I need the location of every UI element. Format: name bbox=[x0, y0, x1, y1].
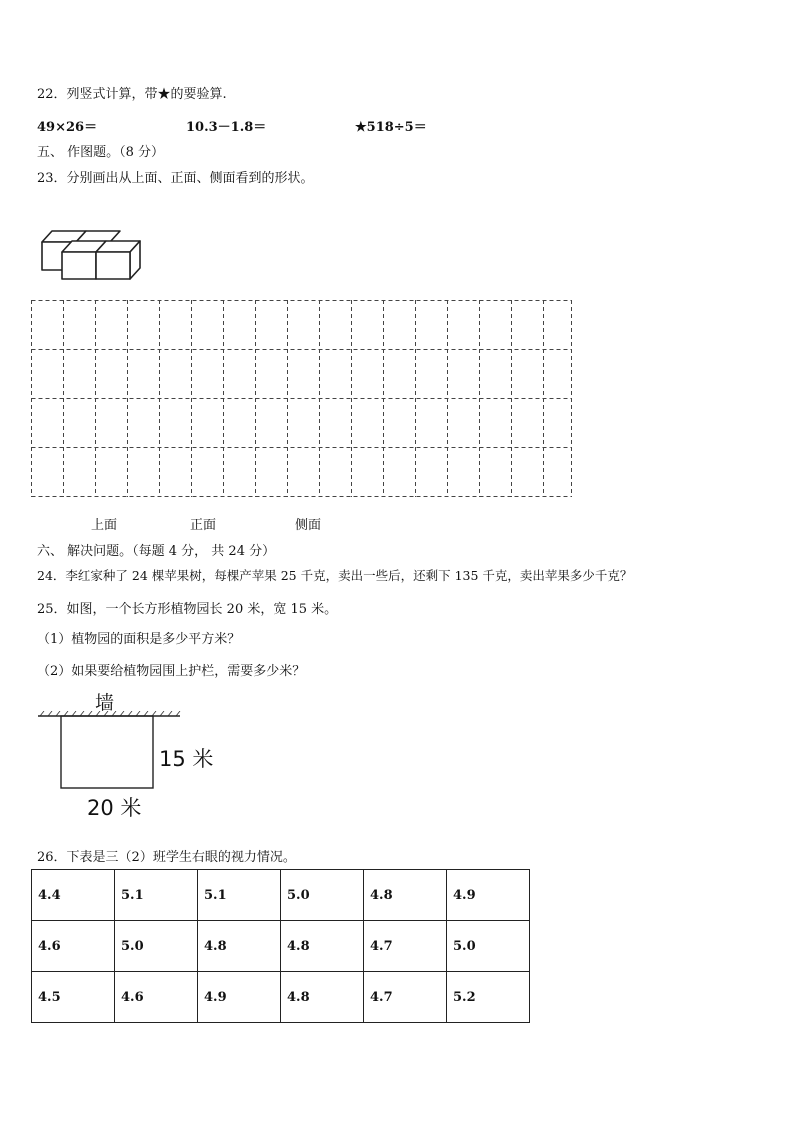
q25-subquestion-1: （1）植物园的面积是多少平方米？ bbox=[37, 632, 241, 647]
q25-title: 25．如图，一个长方形植物园长 20 米，宽 15 米。 bbox=[37, 602, 338, 617]
q25-subquestion-2: （2）如果要给植物园围上护栏，需要多少米？ bbox=[37, 664, 306, 679]
cube-solid-figure bbox=[38, 228, 144, 282]
table-cell: 5.0 bbox=[115, 921, 198, 972]
garden-length-label: 20 米 bbox=[87, 796, 142, 820]
table-cell: 4.9 bbox=[198, 972, 281, 1023]
table-cell: 4.6 bbox=[32, 921, 115, 972]
table-cell: 5.0 bbox=[447, 921, 530, 972]
table-row bbox=[32, 870, 530, 921]
section5-heading: 五、 作图题。（8 分） bbox=[37, 145, 165, 160]
wall-label: 墙 bbox=[95, 692, 115, 714]
dotted-drawing-grid bbox=[31, 300, 572, 497]
table-cell: 4.5 bbox=[32, 972, 115, 1023]
view-label-front: 正面 bbox=[190, 518, 217, 533]
q22-title: 22．列竖式计算，带★的要验算. bbox=[37, 87, 227, 102]
table-cell: 5.1 bbox=[198, 870, 281, 921]
q24-text: 24．李红家种了 24 棵苹果树，每棵产苹果 25 千克，卖出一些后，还剩下 135 千克，卖出苹果多少千克？ bbox=[37, 568, 633, 583]
table-cell: 4.8 bbox=[198, 921, 281, 972]
vision-data-table bbox=[31, 869, 530, 1023]
table-cell: 5.1 bbox=[115, 870, 198, 921]
table-row bbox=[32, 972, 530, 1023]
table-cell: 4.4 bbox=[32, 870, 115, 921]
table-row bbox=[32, 921, 530, 972]
q22-expression-1: 49×26＝ bbox=[37, 120, 98, 135]
view-label-top: 上面 bbox=[91, 518, 118, 533]
q26-title: 26．下表是三（2）班学生右眼的视力情况。 bbox=[37, 850, 296, 865]
table-cell: 4.8 bbox=[364, 870, 447, 921]
q22-expression-3: ★518÷5＝ bbox=[355, 120, 427, 135]
garden-width-label: 15 米 bbox=[159, 747, 214, 771]
table-cell: 4.7 bbox=[364, 972, 447, 1023]
table-cell: 4.6 bbox=[115, 972, 198, 1023]
section6-heading: 六、 解决问题。（每题 4 分， 共 24 分） bbox=[37, 544, 276, 559]
table-cell: 4.7 bbox=[364, 921, 447, 972]
table-cell: 4.8 bbox=[281, 972, 364, 1023]
table-cell: 4.8 bbox=[281, 921, 364, 972]
table-cell: 4.9 bbox=[447, 870, 530, 921]
table-cell: 5.2 bbox=[447, 972, 530, 1023]
table-cell: 5.0 bbox=[281, 870, 364, 921]
q22-expression-2: 10.3－1.8＝ bbox=[186, 120, 267, 135]
view-label-side: 侧面 bbox=[295, 518, 322, 533]
q23-title: 23．分别画出从上面、正面、侧面看到的形状。 bbox=[37, 171, 314, 186]
